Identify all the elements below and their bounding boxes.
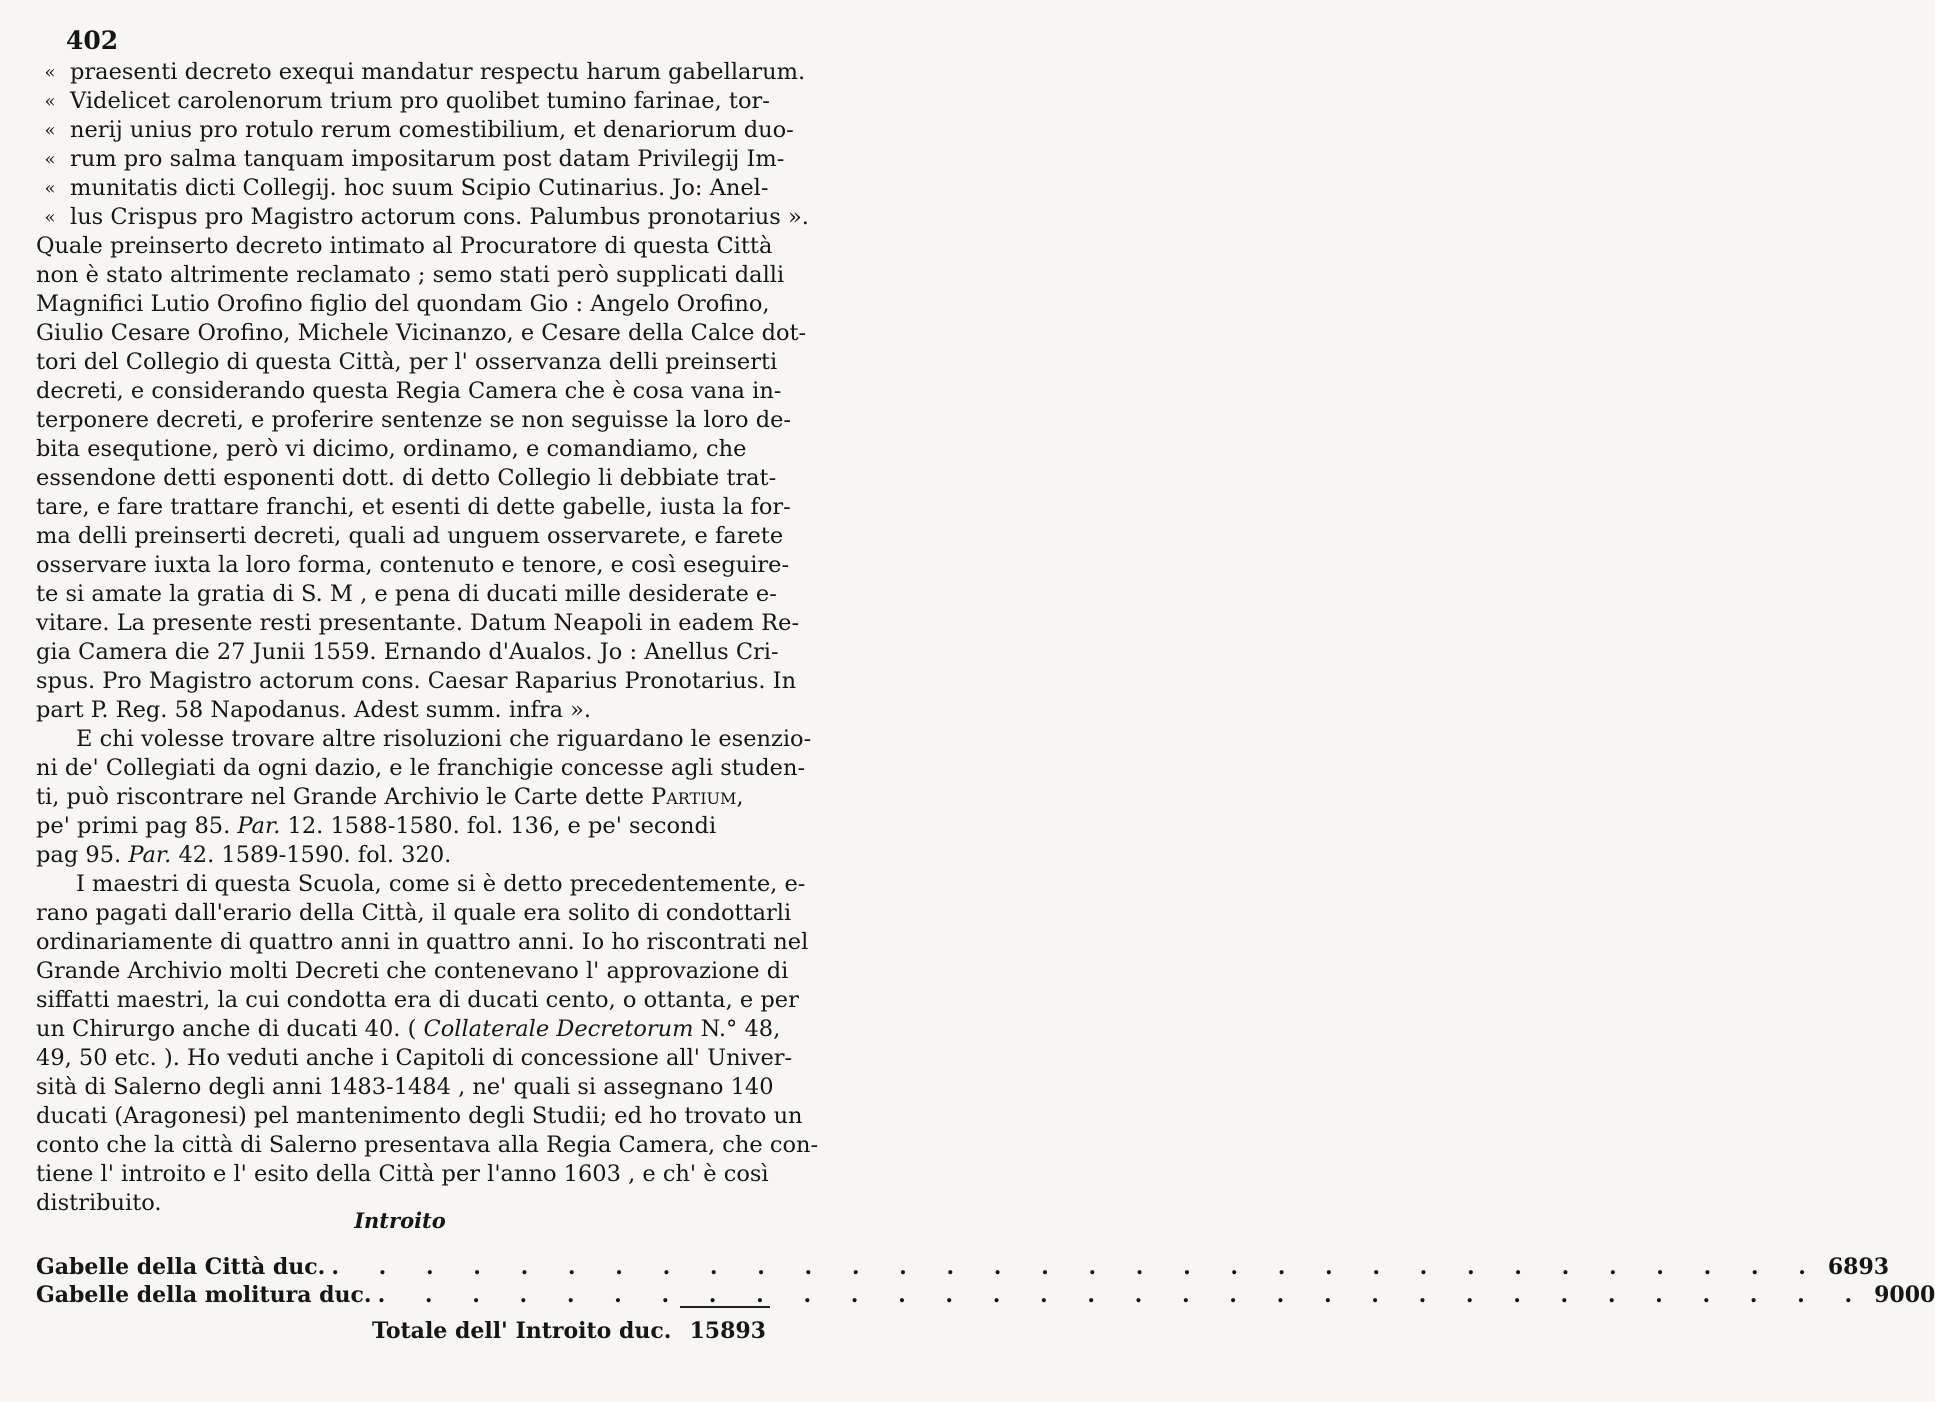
leader-dots: . . . . . . . . . . . . . . . . . . . . . . . . . . . . . . . . — [377, 1282, 1869, 1308]
text-line: siffatti maestri, la cui condotta era di ducati cento, o ottanta, e per — [36, 987, 799, 1013]
total-row — [36, 1318, 766, 1344]
ledger-row — [36, 1282, 1935, 1312]
text-line: Grande Archivio molti Decreti che contenevano l' approvazione di — [36, 958, 789, 984]
text-line: part P. Reg. 58 Napodanus. Adest summ. infra ». — [36, 697, 592, 723]
text-line: gia Camera die 27 Junii 1559. Ernando d'Aualos. Jo : Anellus Cri- — [36, 639, 779, 665]
ledger-label: Gabelle della molitura duc. — [36, 1282, 372, 1308]
quote-line: « praesenti decreto exequi mandatur respectu harum gabellarum. — [36, 58, 776, 87]
italic-abbrev: Par. — [237, 813, 281, 839]
text-line: I maestri di questa Scuola, come si è detto precedentemente, e- — [76, 871, 806, 897]
quote-line: « munitatis dicti Collegij. hoc suum Scipio Cutinarius. Jo: Anel- — [36, 174, 776, 203]
text-line: te si amate la gratia di S. M , e pena di ducati mille desiderate e- — [36, 581, 777, 607]
text-line: E chi volesse trovare altre risoluzioni che riguardano le esenzio- — [76, 726, 812, 752]
text-line: ordinariamente di quattro anni in quattro anni. Io ho riscontrati nel — [36, 929, 809, 955]
text-line: rano pagati dall'erario della Città, il quale era solito di condottarli — [36, 900, 792, 926]
page-number: 402 — [66, 26, 119, 55]
text-line: sità di Salerno degli anni 1483-1484 , ne' quali si assegnano 140 — [36, 1074, 774, 1100]
text-line: vitare. La presente resti presentante. Datum Neapoli in eadem Re- — [36, 610, 800, 636]
paragraph-masters — [36, 870, 819, 1218]
text-line: terponere decreti, e proferire sentenze se non seguisse la loro de- — [36, 407, 792, 433]
text-line: bita esequtione, però vi dicimo, ordinamo, e comandiamo, che — [36, 436, 747, 462]
total-label: Totale dell' Introito duc. — [372, 1318, 672, 1344]
partium-term: Partium — [651, 784, 737, 810]
italic-citation: Collaterale Decretorum — [423, 1016, 694, 1042]
text-line: decreti, e considerando questa Regia Camera che è cosa vana in- — [36, 378, 782, 404]
section-heading: Introito — [354, 1208, 446, 1233]
text-line: osservare iuxta la loro forma, contenuto e tenore, e così eseguire- — [36, 552, 790, 578]
quote-line: « lus Crispus pro Magistro actorum cons. Palumbus pronotarius ». — [36, 203, 776, 232]
text-line: conto che la città di Salerno presentava alla Regia Camera, che con- — [36, 1132, 819, 1158]
text-line: Quale preinserto decreto intimato al Procuratore di questa Città — [36, 233, 773, 259]
quoted-decree — [36, 58, 809, 232]
total-rule — [680, 1306, 770, 1308]
ledger-row — [36, 1254, 1890, 1284]
text-line: essendone detti esponenti dott. di detto Collegio li debbiate trat- — [36, 465, 777, 491]
quote-line: « nerij unius pro rotulo rerum comestibilium, et denariorum duo- — [36, 116, 776, 145]
leader-dots: . . . . . . . . . . . . . . . . . . . . . . . . . . . . . . . . — [331, 1254, 1822, 1280]
quote-line: « rum pro salma tanquam impositarum post datam Privilegij Im- — [36, 145, 776, 174]
text-line: un Chirurgo anche di ducati 40. ( Collaterale Decretorum N.° 48, — [36, 1016, 781, 1042]
quote-mark: « — [44, 62, 56, 83]
ledger-amount: 6893 — [1827, 1254, 1890, 1280]
quote-mark: « — [44, 149, 56, 170]
text-line: non è stato altrimente reclamato ; semo stati però supplicati dalli — [36, 262, 785, 288]
text-line: ti, può riscontrare nel Grande Archivio le Carte dette Partium, — [36, 784, 744, 810]
quote-mark: « — [44, 207, 56, 228]
quote-mark: « — [44, 120, 56, 141]
text-line: Giulio Cesare Orofino, Michele Vicinanzo, e Cesare della Calce dot- — [36, 320, 807, 346]
ledger-amount: 9000 — [1874, 1282, 1935, 1308]
text-line: ni de' Collegiati da ogni dazio, e le franchigie concesse agli studen- — [36, 755, 806, 781]
quote-mark: « — [44, 91, 56, 112]
paragraph-decree-execution — [36, 232, 807, 725]
quote-line: « Videlicet carolenorum trium pro quolibet tumino farinae, tor- — [36, 87, 776, 116]
text-line: Magnifici Lutio Orofino figlio del quondam Gio : Angelo Orofino, — [36, 291, 770, 317]
text-line: pag 95. Par. 42. 1589-1590. fol. 320. — [36, 842, 452, 868]
text-line: pe' primi pag 85. Par. 12. 1588-1580. fol. 136, e pe' secondi — [36, 813, 717, 839]
text-line: ma delli preinserti decreti, quali ad unguem osservarete, e farete — [36, 523, 784, 549]
total-amount: 15893 — [689, 1318, 766, 1344]
quote-mark: « — [44, 178, 56, 199]
text-line: tiene l' introito e l' esito della Città per l'anno 1603 , e ch' è così — [36, 1161, 769, 1187]
ledger-label: Gabelle della Città duc. — [36, 1254, 326, 1280]
text-line: 49, 50 etc. ). Ho veduti anche i Capitoli di concessione all' Univer- — [36, 1045, 793, 1071]
italic-abbrev: Par. — [128, 842, 172, 868]
text-line: tare, e fare trattare franchi, et esenti di dette gabelle, iusta la for- — [36, 494, 791, 520]
text-line: spus. Pro Magistro actorum cons. Caesar Raparius Pronotarius. In — [36, 668, 797, 694]
paragraph-exemptions — [36, 725, 812, 870]
text-line: distribuito. — [36, 1190, 162, 1216]
text-line: tori del Collegio di questa Città, per l' osservanza delli preinserti — [36, 349, 778, 375]
text-line: ducati (Aragonesi) pel mantenimento degli Studii; ed ho trovato un — [36, 1103, 803, 1129]
